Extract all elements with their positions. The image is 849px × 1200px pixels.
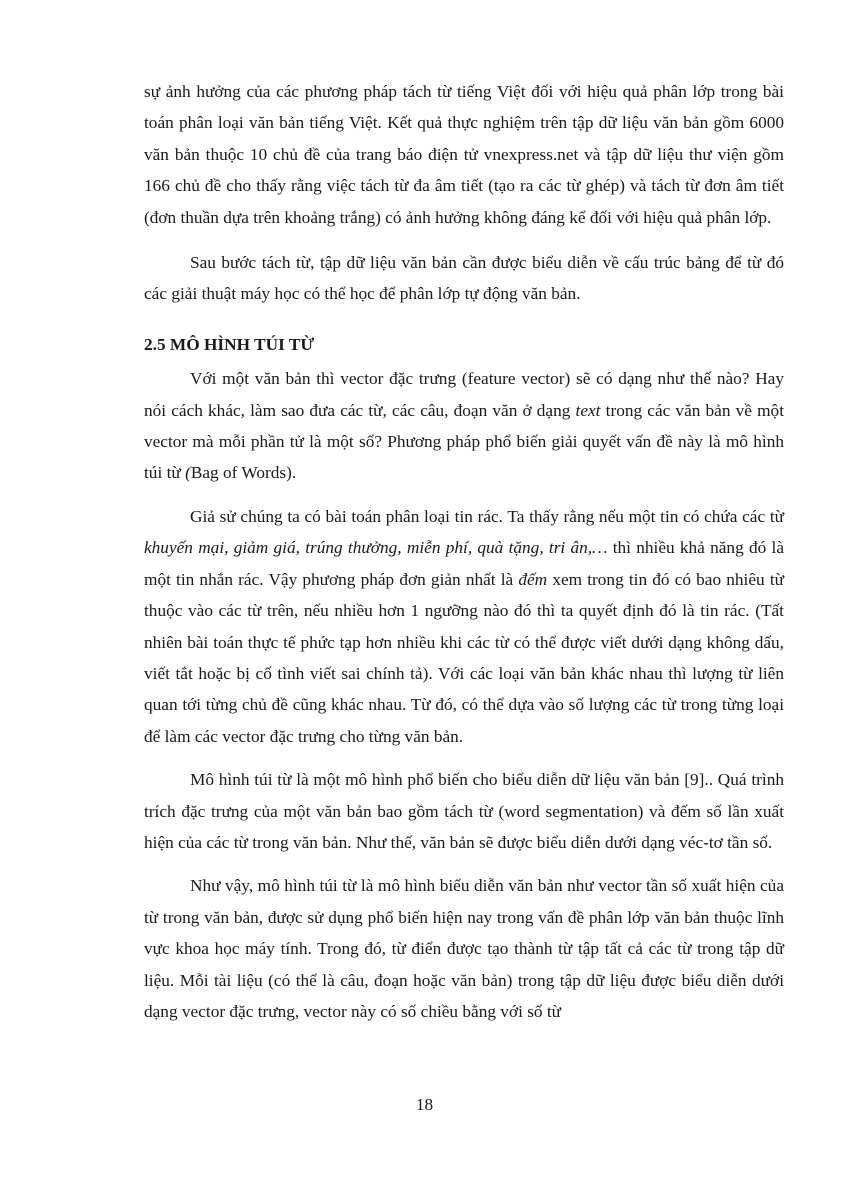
- text-run: trong các văn bản về một vector mà mỗi phần tử là một số? Phương pháp phổ biến giải quyết vấn đề này là mô hình túi từ: [144, 400, 784, 483]
- emphasis-text: text: [575, 400, 601, 420]
- emphasis-count: đếm: [518, 569, 548, 589]
- text-run: thì nhiều khả năng đó là một tin nhắn rác. Vậy phương pháp đơn giản nhất là: [144, 538, 784, 589]
- emphasis-paren: (: [185, 463, 191, 483]
- page-number: 18: [415, 1095, 434, 1114]
- section-heading: 2.5 MÔ HÌNH TÚI TỪ: [144, 334, 315, 354]
- paragraph-after-segmentation: Sau bước tách từ, tập dữ liệu văn bản cần được biểu diễn về cấu trúc bảng để từ đó các giải thuật máy học có thể học để phân lớp tự động văn bản.: [144, 253, 784, 304]
- paragraph-bow-definition: Mô hình túi từ là một mô hình phổ biến cho biểu diễn dữ liệu văn bản [9].. Quá trình trích đặc trưng của một văn bản bao gồm tách từ (word segmentation) và đếm số lần xuất hiện của các từ trong văn bản. Như thế, văn bản sẽ được biểu diễn dưới dạng véc-tơ tần số.: [144, 770, 784, 852]
- text-run: Bag of Words).: [190, 463, 297, 483]
- paragraph-bow-summary: Như vậy, mô hình túi từ là mô hình biểu diễn văn bản như vector tần số xuất hiện của từ trong văn bản, được sử dụng phổ biến hiện nay trong vấn đề phân lớp văn bản thuộc lĩnh vực khoa học máy tính. Trong đó, từ điển được tạo thành từ tập tất cả các từ trong tập dữ liệu. Mỗi tài liệu (có thể là câu, đoạn hoặc văn bản) trong tập dữ liệu được biểu diễn dưới dạng vector đặc trưng, vector này có số chiều bằng với số từ: [144, 876, 784, 1021]
- paragraph-feature-vector: [144, 363, 784, 489]
- text-run: Giả sử chúng ta có bài toán phân loại tin rác. Ta thấy rằng nếu một tin có chứa các từ: [190, 506, 784, 526]
- paragraph-spam-example: [144, 501, 784, 752]
- text-run: xem trong tin đó có bao nhiêu từ thuộc vào các từ trên, nếu nhiều hơn 1 ngưỡng nào đó thì ta quyết định đó là tin rác. (Tất nhiên bài toán thực tế phức tạp hơn nhiều khi các từ có thể được viết dưới dạng không dấu, viết tắt hoặc bị cố tình viết sai chính tả). Với các loại văn bản khác nhau thì lượng từ liên quan tới từng chủ đề cũng khác nhau. Từ đó, có thể dựa vào số lượng các từ trong từng loại để làm các vector đặc trưng cho từng văn bản.: [144, 569, 784, 746]
- paragraph-continuation: sự ảnh hưởng của các phương pháp tách từ tiếng Việt đối với hiệu quả phân lớp trong bài toán phân loại văn bản tiếng Việt. Kết quả thực nghiệm trên tập dữ liệu văn bản gồm 6000 văn bản thuộc 10 chủ đề của trang báo điện tử vnexpress.net và tập dữ liệu thư viện gồm 166 chủ đề cho thấy rằng việc tách từ đa âm tiết (tạo ra các từ ghép) và tách từ đơn âm tiết (đơn thuần dựa trên khoảng trắng) có ảnh hưởng không đáng kể đối với hiệu quả phân lớp.: [144, 82, 784, 227]
- page-body: [144, 76, 784, 1027]
- emphasis-spam-words: khuyến mại, giảm giá, trúng thưởng, miễn phí, quà tặng, tri ân,…: [144, 538, 608, 558]
- text-run: Với một văn bản thì vector đặc trưng (feature vector) sẽ có dạng như thế nào? Hay nói cách khác, làm sao đưa các từ, các câu, đoạn văn ở dạng: [144, 369, 784, 420]
